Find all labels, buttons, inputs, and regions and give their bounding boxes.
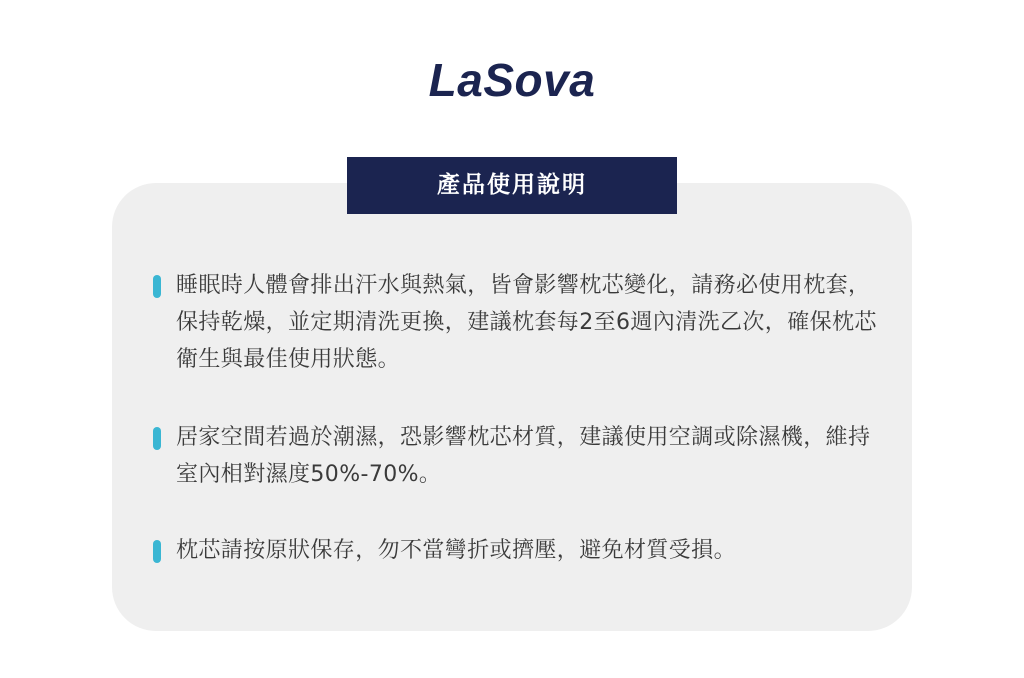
instruction-text: 枕芯請按原狀保存，勿不當彎折或擠壓，避免材質受損。: [176, 538, 737, 563]
instruction-item: [176, 419, 882, 493]
instructions-card: [112, 183, 912, 631]
instruction-item: [176, 267, 882, 378]
instruction-text: 居家空間若過於潮濕，恐影響枕芯材質，建議使用空調或除濕機，維持室內相對濕度50%-70%。: [176, 425, 871, 487]
bullet-marker: [153, 275, 161, 298]
instruction-text: 睡眠時人體會排出汗水與熱氣，皆會影響枕芯變化，請務必使用枕套，保持乾燥，並定期清洗更換，建議枕套每2至6週內清洗乙次，確保枕芯衛生與最佳使用狀態。: [176, 273, 877, 372]
bullet-marker: [153, 427, 161, 450]
section-title: 產品使用說明: [347, 157, 677, 214]
instruction-item: [176, 532, 882, 569]
brand-logo: LaSova: [428, 54, 596, 106]
instruction-list: [112, 183, 912, 631]
bullet-marker: [153, 540, 161, 563]
